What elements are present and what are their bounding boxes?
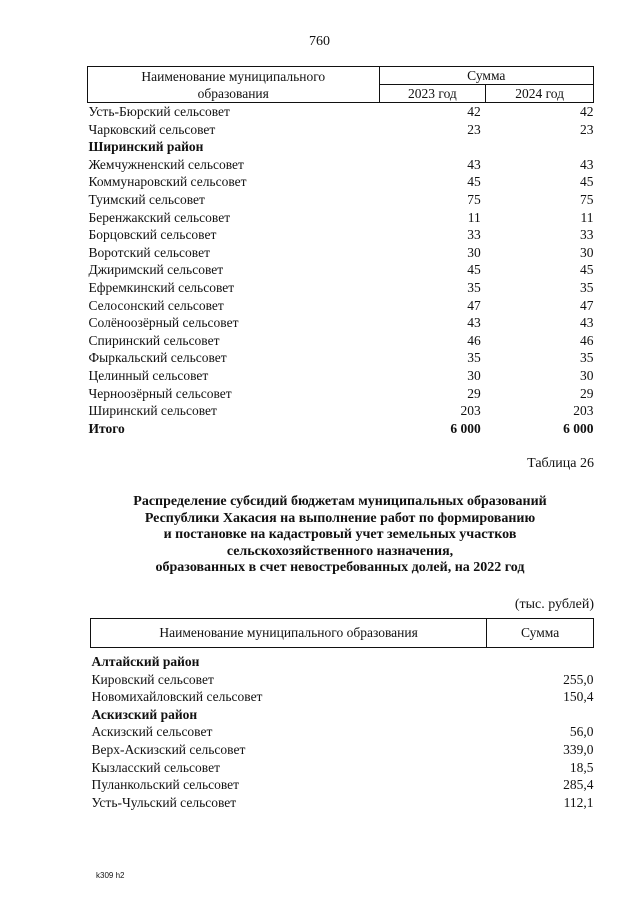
row-value-2024 <box>486 138 594 156</box>
row-name: Усть-Чульский сельсовет <box>91 794 237 810</box>
row-name: Пуланкольский сельсовет <box>91 777 240 793</box>
row-name: Целинный сельсовет <box>88 367 209 383</box>
table-row <box>88 314 594 332</box>
row-value-2024: 45 <box>580 174 594 190</box>
table-row <box>88 420 594 438</box>
row-name: Жемчужненский сельсовет <box>88 156 244 172</box>
row-value-2023: 75 <box>467 191 481 207</box>
table-row <box>91 794 594 812</box>
row-value-2023: 29 <box>467 385 481 401</box>
table-row <box>91 706 594 724</box>
table-row <box>88 226 594 244</box>
row-value: 150,4 <box>563 689 594 705</box>
table-row <box>88 385 594 403</box>
table-row <box>88 138 594 156</box>
units-label: (тыс. рублей) <box>514 597 594 612</box>
row-value-2023: 30 <box>467 367 481 383</box>
row-value-2024: 46 <box>580 332 594 348</box>
row-value-2024: 33 <box>580 227 594 243</box>
column-header-name: Наименование муниципального образования <box>88 67 380 103</box>
row-value: 112,1 <box>563 794 594 810</box>
row-name: Аскизский сельсовет <box>91 724 213 740</box>
row-name: Кызласский сельсовет <box>91 759 220 775</box>
column-header-2023: 2023 год <box>379 85 486 103</box>
row-name: Спиринский сельсовет <box>88 332 220 348</box>
table-row <box>91 723 594 741</box>
row-value-2023: 33 <box>467 227 481 243</box>
table-row <box>91 759 594 777</box>
row-value-2024: 43 <box>580 315 594 331</box>
table-row <box>88 349 594 367</box>
row-value: 56,0 <box>569 724 594 740</box>
table-row <box>88 173 594 191</box>
title-line: Распределение субсидий бюджетам муниципальных образований <box>133 494 547 509</box>
row-value-2023: 43 <box>467 315 481 331</box>
row-value-2024: 23 <box>580 121 594 137</box>
row-value-2023: 46 <box>467 332 481 348</box>
title-line: и постановке на кадастровый учет земельных участков <box>163 527 517 542</box>
row-value-2023: 23 <box>467 121 481 137</box>
row-value-2023: 35 <box>467 279 481 295</box>
table-row <box>88 367 594 385</box>
row-value-2024: 35 <box>580 350 594 366</box>
row-value-2023: 35 <box>467 350 481 366</box>
row-value-2024: 47 <box>580 297 594 313</box>
footer-code: k309 h2 <box>96 871 125 880</box>
column-header-2024: 2024 год <box>486 85 594 103</box>
row-value-2024: 30 <box>580 244 594 260</box>
row-name: Борцовский сельсовет <box>88 227 217 243</box>
table-row <box>91 688 594 706</box>
row-name: Алтайский район <box>91 654 200 669</box>
table2-body <box>91 648 594 812</box>
subsidy-table-2022 <box>90 618 594 811</box>
page-number: 760 <box>309 34 330 49</box>
row-name: Итого <box>88 420 125 436</box>
row-value-2024: 43 <box>580 156 594 172</box>
row-name: Туимский сельсовет <box>88 191 205 207</box>
row-value-2024: 29 <box>580 385 594 401</box>
table-row <box>88 244 594 262</box>
row-name: Солёноозёрный сельсовет <box>88 315 239 331</box>
row-value: 285,4 <box>563 777 594 793</box>
row-value: 339,0 <box>563 741 594 757</box>
row-value-2024: 203 <box>573 403 594 419</box>
row-value-2023: 30 <box>467 244 481 260</box>
title-line: образованных в счет невостребованных долей, на 2022 год <box>155 560 525 575</box>
table-row <box>88 402 594 420</box>
row-value-2023: 45 <box>467 174 481 190</box>
table-row <box>88 297 594 315</box>
row-value-2024: 30 <box>580 367 594 383</box>
row-name: Чарковский сельсовет <box>88 121 216 137</box>
table1-body <box>88 103 594 438</box>
title-line: Республики Хакасия на выполнение работ по формированию <box>144 510 536 526</box>
row-value-2023: 42 <box>467 104 481 119</box>
table-row <box>88 156 594 174</box>
table-row <box>91 648 594 671</box>
table-label: Таблица 26 <box>527 456 594 471</box>
row-name: Ширинский район <box>88 139 204 155</box>
row-name: Аскизский район <box>91 706 198 722</box>
table-row <box>88 279 594 297</box>
table-row <box>91 741 594 759</box>
row-name: Черноозёрный сельсовет <box>88 385 232 401</box>
table-row <box>88 103 594 121</box>
row-value-2024: 42 <box>580 104 594 119</box>
row-name: Верх-Аскизский сельсовет <box>91 741 246 757</box>
row-value-2024: 6 000 <box>563 420 594 436</box>
column-header-sum: Сумма <box>487 619 594 648</box>
table-title <box>60 494 620 577</box>
column-header-name: Наименование муниципального образования <box>91 619 487 648</box>
row-name: Селосонский сельсовет <box>88 297 224 313</box>
row-name: Кировский сельсовет <box>91 671 214 687</box>
column-header-sum: Сумма <box>379 67 593 85</box>
table-row <box>88 121 594 139</box>
row-name: Ширинский сельсовет <box>88 403 217 419</box>
row-name: Коммунаровский сельсовет <box>88 174 247 190</box>
subsidy-table-2023-2024 <box>87 66 594 437</box>
row-name: Джиримский сельсовет <box>88 262 224 278</box>
row-value-2024: 45 <box>580 262 594 278</box>
table-row <box>88 332 594 350</box>
title-line: сельскохозяйственного назначения, <box>226 543 454 559</box>
table-row <box>88 191 594 209</box>
row-name: Фыркальский сельсовет <box>88 350 227 366</box>
row-value-2023: 43 <box>467 156 481 172</box>
row-name: Ефремкинский сельсовет <box>88 279 235 295</box>
row-name: Воротский сельсовет <box>88 244 210 260</box>
row-value-2023 <box>379 138 486 156</box>
row-value-2024: 35 <box>580 279 594 295</box>
row-value: 18,5 <box>569 759 594 775</box>
row-name: Беренжакский сельсовет <box>88 209 231 225</box>
row-value <box>487 706 594 724</box>
row-value-2023: 47 <box>467 297 481 313</box>
row-value: 255,0 <box>563 671 594 687</box>
row-value-2024: 75 <box>580 191 594 207</box>
table-row <box>88 261 594 279</box>
row-value <box>487 648 594 671</box>
table-row <box>91 671 594 689</box>
table-row <box>91 776 594 794</box>
row-value-2023: 11 <box>467 209 481 225</box>
row-value-2023: 203 <box>460 403 481 419</box>
row-value-2023: 6 000 <box>450 420 481 436</box>
row-value-2024: 11 <box>580 209 594 225</box>
row-value-2023: 45 <box>467 262 481 278</box>
table-row <box>88 209 594 227</box>
row-name: Усть-Бюрский сельсовет <box>88 104 230 119</box>
row-name: Новомихайловский сельсовет <box>91 689 263 705</box>
